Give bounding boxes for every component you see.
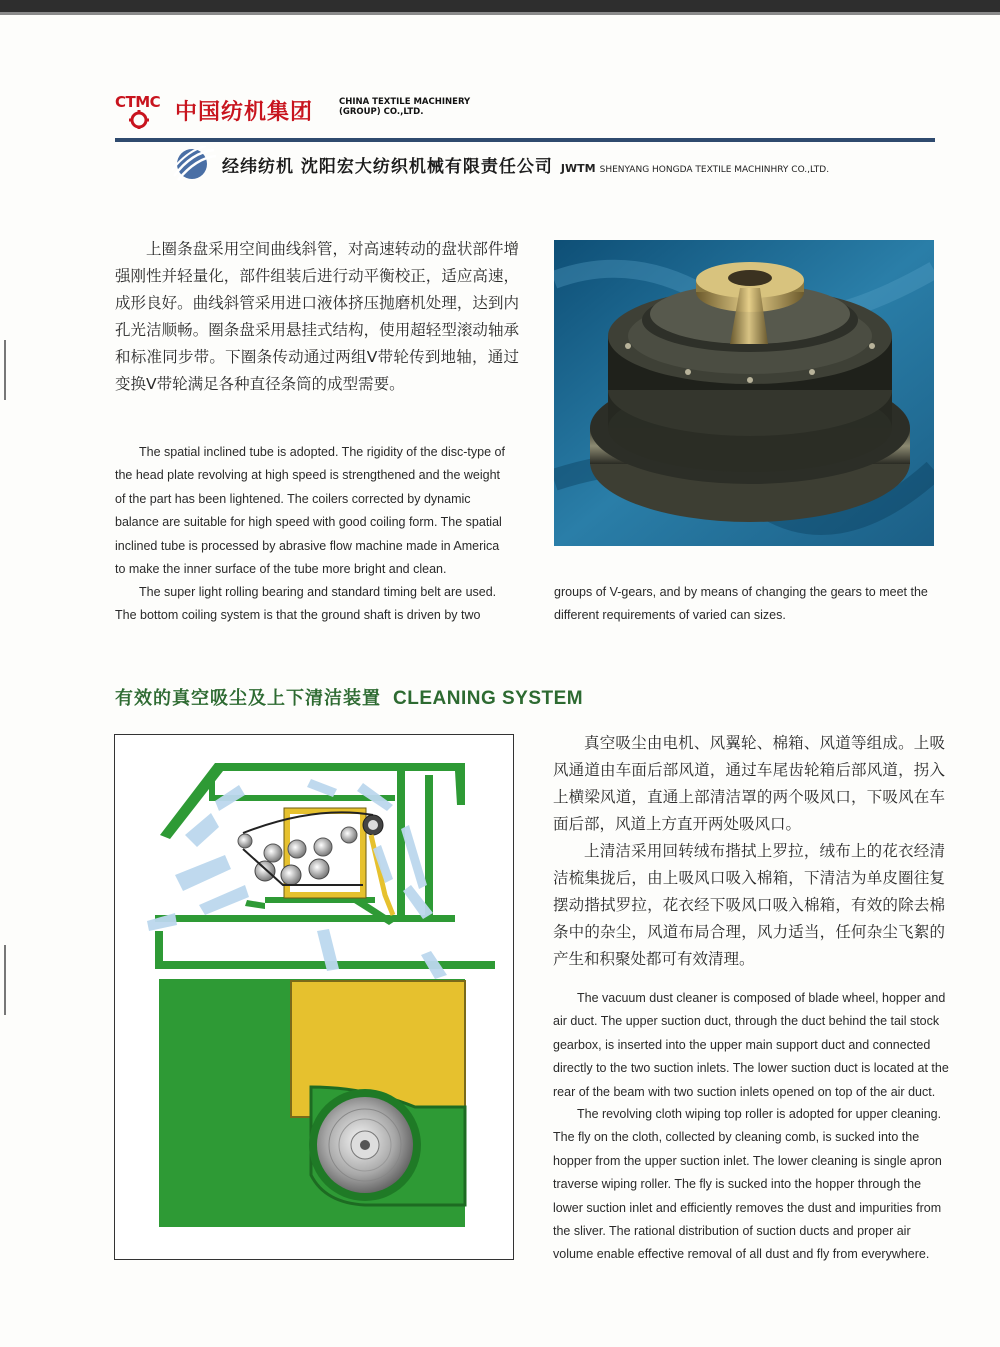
- coiler-en-text-1: The spatial inclined tube is adopted. The rigidity of the disc-type of the head plate revolving at high speed is strengthened and the weight of the part has been lightened. The coilers corrected by dynamic balance are suitable for high speed with good coiling form. The spatial inclined tube is processed by abrasive flow machine made in America to make the inner surface of the tube more bright and clean.: [115, 445, 505, 577]
- coiler-en-text-3: groups of V-gears, and by means of changing the gears to meet the different requirements of varied can sizes.: [554, 585, 928, 623]
- cleaning-section-title: [115, 684, 583, 710]
- group-name-en-line2: (GROUP) CO.,LTD.: [339, 107, 424, 117]
- header-rule: [115, 138, 935, 142]
- binding-mark: [4, 945, 6, 1015]
- cleaning-cn-text-1: 真空吸尘由电机、风翼轮、棉箱、风道等组成。上吸风通道由车面后部风道，通过车尾齿轮箱后部风道，拐入上横梁风道，直通上部清洁罩的两个吸风口，下吸风在车面后部，风道上方直开两处吸风口。: [553, 734, 945, 833]
- group-name-cn: 中国纺机集团: [175, 100, 314, 125]
- company-code: JWTM: [560, 162, 596, 175]
- company-line: [222, 152, 829, 177]
- group-name-en-line1: CHINA TEXTILE MACHINERY: [339, 97, 471, 107]
- top-border: [0, 0, 1000, 12]
- binding-mark: [4, 340, 6, 400]
- cleaning-title-en: CLEANING SYSTEM: [393, 688, 584, 709]
- cleaning-title-cn: 有效的真空吸尘及上下清洁装置: [115, 688, 381, 709]
- cleaning-en-text-1: The vacuum dust cleaner is composed of blade wheel, hopper and air duct. The upper suction duct, through the duct behind the tail stock gearbox, is inserted into the upper main support duct and connected directly to the two suction inlets. The lower suction duct is located at the rear of the beam with two suction inlets opened on top of the air duct.: [553, 991, 949, 1099]
- coiler-disc-photo: [554, 240, 934, 546]
- top-border-accent: [0, 12, 1000, 15]
- cleaning-en-text-2: The revolving cloth wiping top roller is adopted for upper cleaning. The fly on the cloth, collected by cleaning comb, is sucked into the hopper from the upper suction inlet. The lower cleaning is single apron traverse wiping roller. The fly is sucked into the hopper through the lower suction inlet and efficiently removes the dust and impurities from the sliver. The rational distribution of suction ducts and proper air volume enable effective removal of all dust and fly from everywhere.: [553, 1107, 942, 1262]
- group-name-en: [339, 97, 470, 117]
- coiler-cn-text: 上圈条盘采用空间曲线斜管，对高速转动的盘状部件增强刚性并轻量化，部件组装后进行动平衡校正，适应高速，成形良好。曲线斜管采用进口液体挤压抛磨机处理，达到内孔光洁顺畅。圈条盘采用悬挂式结构，使用超轻型滚动轴承和标准同步带。下圈条传动通过两组V带轮传到地轴，通过变换V带轮满足各种直径条筒的成型需要。: [115, 240, 519, 393]
- company-name-en: SHENYANG HONGDA TEXTILE MACHINHRY CO.,LTD.: [599, 165, 830, 175]
- cleaning-cn-text-2: 上清洁采用回转绒布揩拭上罗拉，绒布上的花衣经清洁梳集拢后，由上吸风口吸入棉箱，下清洁为单皮圈往复摆动揩拭罗拉，花衣经下吸风口吸入棉箱，有效的除去棉条中的杂尘，风道布局合理，风力适当，任何杂尘飞絮的产生和积聚处都可有效清理。: [553, 842, 945, 968]
- coiler-en-text-2: The super light rolling bearing and standard timing belt are used. The bottom coiling system is that the ground shaft is driven by two: [115, 585, 497, 623]
- cleaning-system-diagram: [114, 734, 514, 1260]
- company-name-cn: 经纬纺机 沈阳宏大纺织机械有限责任公司: [222, 157, 553, 177]
- jwtm-swoosh-icon: [170, 146, 216, 182]
- ctmc-logo-text: CTMC: [115, 93, 161, 111]
